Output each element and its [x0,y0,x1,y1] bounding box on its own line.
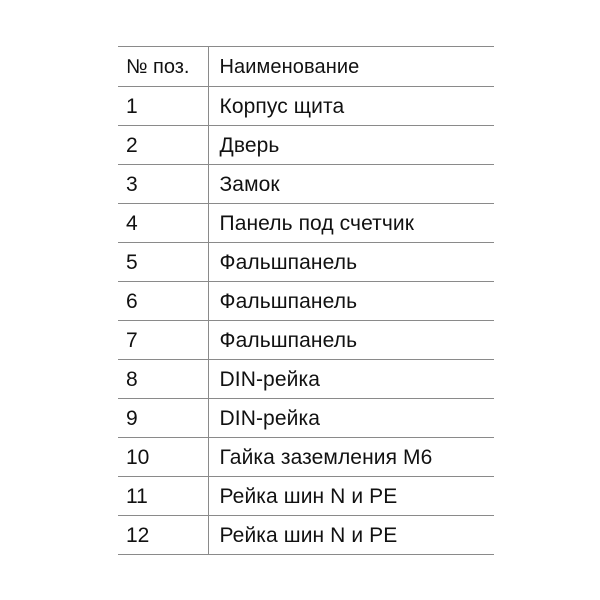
row-item-name: Замок [208,165,494,204]
table-row [118,399,494,438]
row-position-number: 9 [118,399,208,438]
row-item-name: DIN-рейка [208,360,494,399]
row-item-name: Фальшпанель [208,282,494,321]
row-position-number: 6 [118,282,208,321]
header-position-number: № поз. [118,47,208,87]
row-item-name: Рейка шин N и PE [208,477,494,516]
row-item-name: Панель под счетчик [208,204,494,243]
row-position-number: 2 [118,126,208,165]
row-position-number: 5 [118,243,208,282]
row-position-number: 7 [118,321,208,360]
table-row [118,438,494,477]
row-position-number: 1 [118,87,208,126]
table-row [118,516,494,555]
row-item-name: Рейка шин N и PE [208,516,494,555]
row-position-number: 8 [118,360,208,399]
row-item-name: DIN-рейка [208,399,494,438]
row-position-number: 4 [118,204,208,243]
parts-table-container [118,46,494,555]
row-position-number: 3 [118,165,208,204]
table-header-row [118,47,494,87]
row-item-name: Дверь [208,126,494,165]
row-item-name: Гайка заземления М6 [208,438,494,477]
header-item-name: Наименование [208,47,494,87]
row-item-name: Фальшпанель [208,243,494,282]
table-row [118,165,494,204]
row-item-name: Фальшпанель [208,321,494,360]
row-position-number: 12 [118,516,208,555]
row-position-number: 10 [118,438,208,477]
table-row [118,477,494,516]
table-row [118,126,494,165]
table-row [118,282,494,321]
row-position-number: 11 [118,477,208,516]
table-row [118,204,494,243]
table-row [118,87,494,126]
table-row [118,360,494,399]
table-row [118,321,494,360]
table-row [118,243,494,282]
parts-table [118,46,494,555]
row-item-name: Корпус щита [208,87,494,126]
